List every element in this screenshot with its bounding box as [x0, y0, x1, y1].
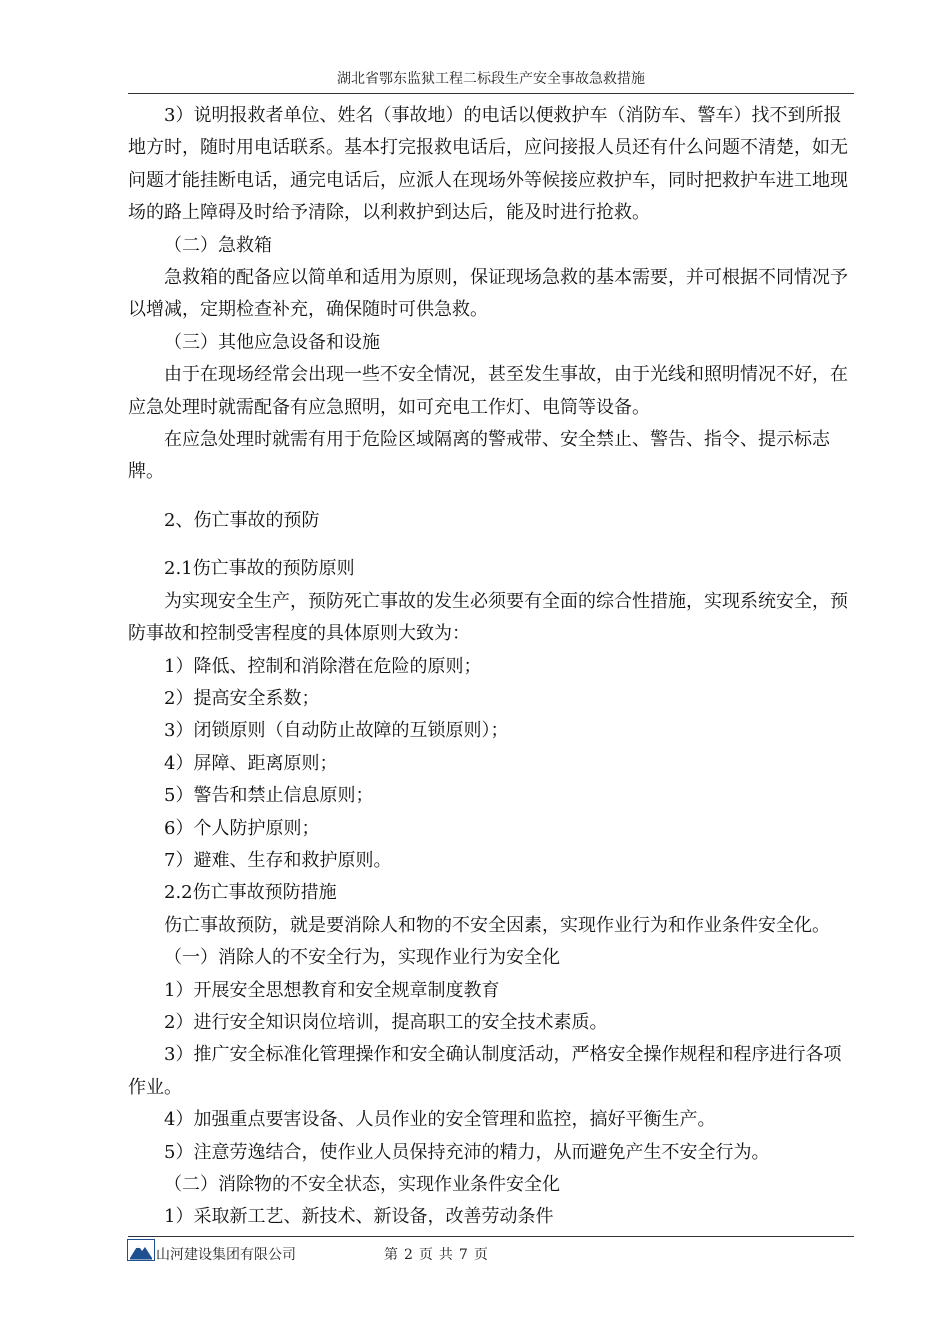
paragraph-first-aid-kit: 急救箱的配备应以简单和适用为原则，保证现场急救的基本需要，并可根据不同情况予以增减，定期检查补充，确保随时可供急救。 — [128, 267, 848, 321]
list-item-state-1: 1）采取新工艺、新技术、新设备，改善劳动条件 — [164, 1206, 554, 1228]
footer-page-number — [384, 1244, 494, 1264]
subsection-heading-principles: 2.1伤亡事故的预防原则 — [164, 558, 355, 580]
list-item-behavior-1: 1）开展安全思想教育和安全规章制度教育 — [164, 979, 500, 1001]
header-divider — [128, 93, 854, 94]
list-item-behavior-4: 4）加强重点要害设备、人员作业的安全管理和监控，搞好平衡生产。 — [164, 1109, 716, 1131]
page-header-title: 湖北省鄂东监狱工程二标段生产安全事故急救措施 — [337, 71, 645, 87]
list-item-principle-5: 5）警告和禁止信息原则； — [164, 785, 374, 807]
page-total: 7 — [458, 1247, 468, 1263]
list-item-behavior-3: 3）推广安全标准化管理操作和安全确认制度活动，严格安全操作规程和程序进行各项作业。 — [128, 1044, 842, 1098]
company-logo-icon — [127, 1239, 155, 1261]
page-label-total: 共 — [438, 1247, 453, 1263]
heading-unsafe-behavior: （一）消除人的不安全行为，实现作业行为安全化 — [164, 947, 560, 969]
heading-other-equipment: （三）其他应急设备和设施 — [164, 331, 380, 353]
page-label-prefix: 第 — [384, 1247, 398, 1263]
page-label-page: 页 — [418, 1247, 433, 1263]
heading-unsafe-state: （二）消除物的不安全状态，实现作业条件安全化 — [164, 1174, 560, 1195]
list-item-principle-6: 6）个人防护原则； — [164, 817, 320, 839]
page-current: 2 — [404, 1247, 413, 1263]
footer-divider — [128, 1236, 854, 1237]
list-item-principle-4: 4）屏障、距离原则； — [164, 752, 338, 774]
list-item-behavior-5: 5）注意劳逸结合，使作业人员保持充沛的精力，从而避免产生不安全行为。 — [164, 1141, 770, 1163]
list-item-principle-2: 2）提高安全系数； — [164, 687, 320, 709]
paragraph-emergency-lighting: 由于在现场经常会出现一些不安全情况，甚至发生事故，由于光线和照明情况不好，在应急处理时就需配备有应急照明，如可充电工作灯、电筒等设备。 — [128, 364, 848, 418]
subsection-heading-measures: 2.2伤亡事故预防措施 — [164, 882, 337, 904]
heading-first-aid-kit: （二）急救箱 — [164, 234, 272, 256]
paragraph-warning-signs: 在应急处理时就需有用于危险区域隔离的警戒带、安全禁止、警告、指令、提示标志牌。 — [128, 429, 830, 483]
paragraph-report-contact: 3）说明报救者单位、姓名（事故地）的电话以便救护车（消防车、警车）找不到所报地方时，随时用电话联系。基本打完报救电话后，应问接报人员还有什么问题不清楚，如无问题才能挂断电话，通完电话后，应派人在现场外等候接应救护车，同时把救护车进工地现场的路上障碍及时给予清除，以利救护到达后，能及时进行抢救。 — [128, 105, 848, 224]
list-item-behavior-2: 2）进行安全知识岗位培训，提高职工的安全技术素质。 — [164, 1011, 608, 1033]
paragraph-measures-intro: 伤亡事故预防，就是要消除人和物的不安全因素，实现作业行为和作业条件安全化。 — [164, 914, 830, 936]
footer-company-name: 山河建设集团有限公司 — [156, 1247, 296, 1263]
page-label-suffix: 页 — [473, 1247, 488, 1263]
section-heading-prevention: 2、伤亡事故的预防 — [164, 509, 320, 531]
list-item-principle-1: 1）降低、控制和消除潜在危险的原则； — [164, 655, 482, 677]
list-item-principle-3: 3）闭锁原则（自动防止故障的互锁原则）； — [164, 720, 509, 742]
paragraph-principles-intro: 为实现安全生产，预防死亡事故的发生必须要有全面的综合性措施，实现系统安全，预防事故和控制受害程度的具体原则大致为： — [128, 590, 848, 645]
document-body — [128, 100, 854, 1234]
list-item-principle-7: 7）避难、生存和救护原则。 — [164, 849, 392, 871]
